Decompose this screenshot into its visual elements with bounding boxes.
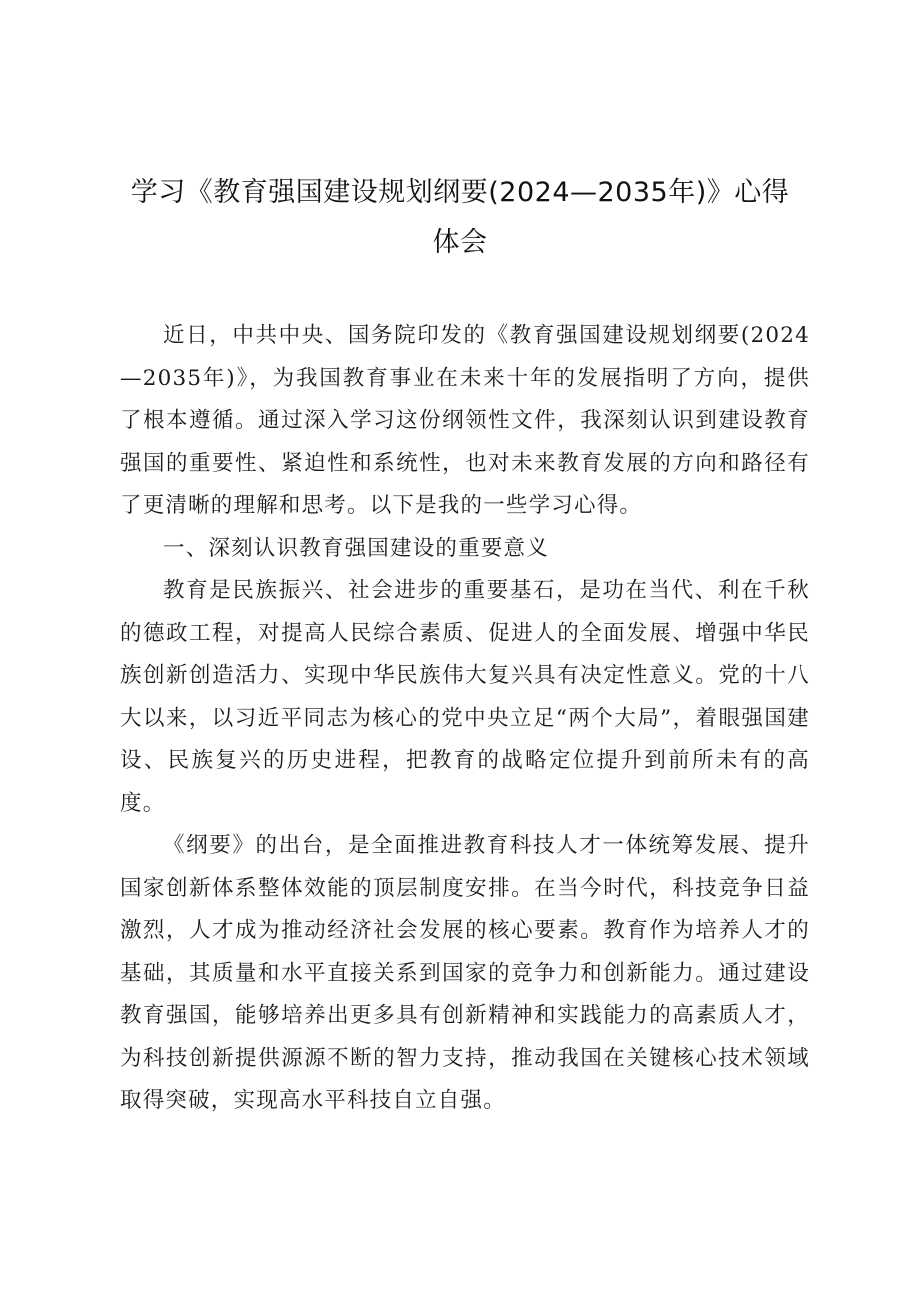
document-title-line-2: 体会 (432, 227, 488, 258)
body-paragraph: 《纲要》的出台，是全面推进教育科技人才一体统筹发展、提升国家创新体系整体效能的顶层制度安排。在当今时代，科技竞争日益激烈，人才成为推动经济社会发展的核心要素。教育作为培养人才的基础，其质量和水平直接关系到国家的竞争力和创新能力。通过建设教育强国，能够培养出更多具有创新精神和实践能力的高素质人才，为科技创新提供源源不断的智力支持，推动我国在关键核心技术领域取得突破，实现高水平科技自立自强。 (120, 833, 810, 1113)
section-heading: 一、深刻认识教育强国建设的重要意义 (163, 535, 549, 561)
intro-paragraph: 近日，中共中央、国务院印发的《教育强国建设规划纲要(2024—2035年)》，为我国教育事业在未来十年的发展指明了方向，提供了根本遵循。通过深入学习这份纲领性文件，我深刻认识到建设教育强国的重要性、紧迫性和系统性，也对未来教育发展的方向和路径有了更清晰的理解和思考。以下是我的一些学习心得。 (120, 323, 810, 518)
document-body (120, 315, 810, 1123)
body-paragraph: 教育是民族振兴、社会进步的重要基石，是功在当代、利在千秋的德政工程，对提高人民综合素质、促进人的全面发展、增强中华民族创新创造活力、实现中华民族伟大复兴具有决定性意义。党的十八大以来，以习近平同志为核心的党中央立足“两个大局”，着眼强国建设、民族复兴的历史进程，把教育的战略定位提升到前所未有的高度。 (120, 578, 810, 816)
document-title-line-1: 学习《教育强国建设规划纲要(2024—2035年)》心得 (130, 177, 790, 208)
